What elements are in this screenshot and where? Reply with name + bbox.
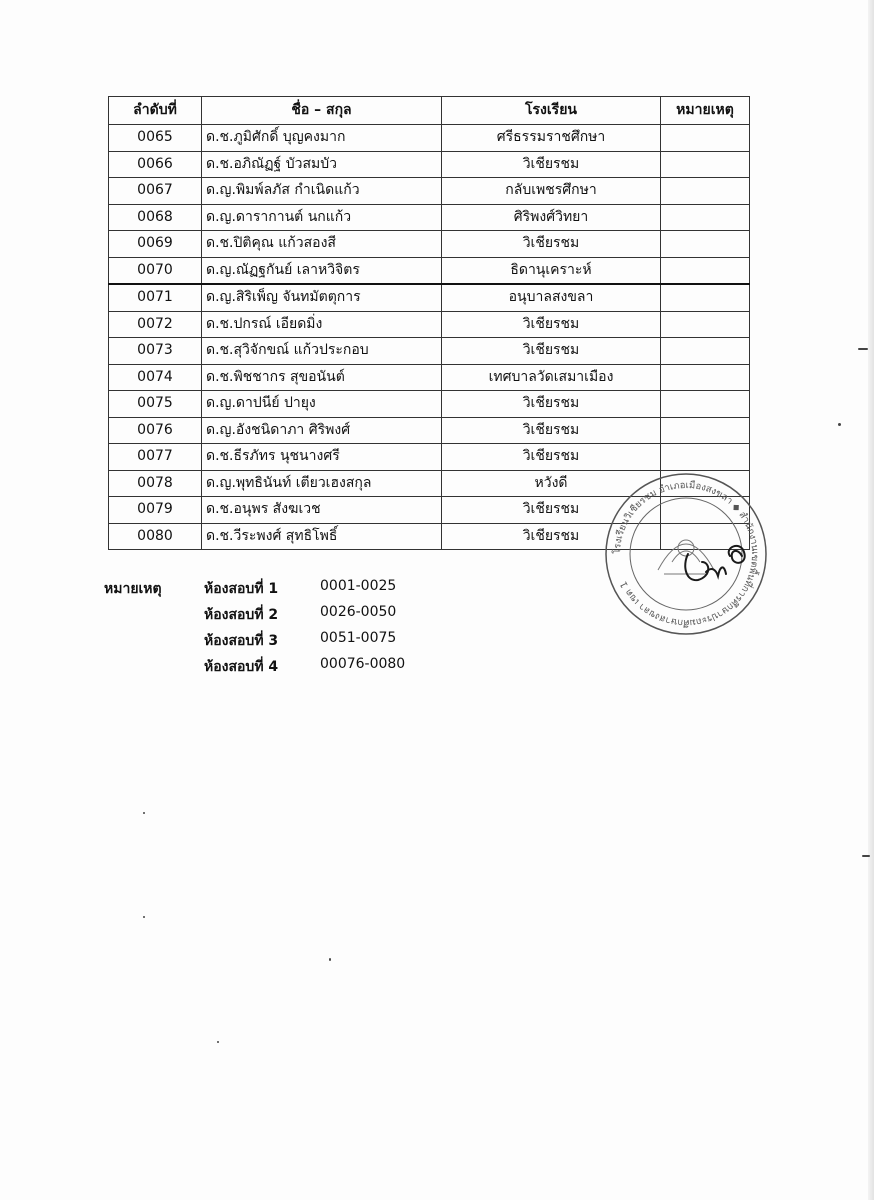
cell-name: ด.ญ.พุทธินันท์ เตียวเฮงสกุล [202, 470, 442, 497]
remarks-label: หมายเหตุ [104, 581, 162, 597]
table-row [109, 151, 750, 178]
exam-room-name: ห้องสอบที่ 4 [204, 659, 279, 675]
cell-seq: 0067 [109, 178, 202, 205]
table-row [109, 284, 750, 311]
exam-room-row [204, 604, 424, 628]
header-note: หมายเหตุ [661, 97, 750, 125]
cell-seq: 0066 [109, 151, 202, 178]
cell-school: วิเชียรชม [442, 338, 661, 365]
scan-speck [143, 812, 145, 814]
remarks-section [104, 578, 424, 678]
cell-seq: 0070 [109, 257, 202, 284]
seal-inner-ring [630, 498, 742, 610]
exam-room-row [204, 630, 424, 654]
cell-school: ธิดานุเคราะห์ [442, 257, 661, 284]
scan-speck [838, 423, 841, 426]
cell-seq: 0069 [109, 231, 202, 258]
exam-room-range: 0051-0075 [320, 630, 397, 646]
cell-name: ด.ช.สุวิจักขณ์ แก้วประกอบ [202, 338, 442, 365]
cell-seq: 0074 [109, 364, 202, 391]
table-row [109, 125, 750, 152]
cell-name: ด.ช.ปิติคุณ แก้วสองสี [202, 231, 442, 258]
exam-room-range: 00076-0080 [320, 656, 406, 672]
cell-note [661, 391, 750, 418]
cell-school: วิเชียรชม [442, 231, 661, 258]
signature [685, 546, 744, 580]
cell-note [661, 417, 750, 444]
cell-school: วิเชียรชม [442, 391, 661, 418]
cell-name: ด.ญ.อังชนิดาภา ศิริพงศ์ [202, 417, 442, 444]
table-header-row [109, 97, 750, 125]
cell-note [661, 284, 750, 311]
cell-seq: 0068 [109, 204, 202, 231]
cell-seq: 0079 [109, 497, 202, 524]
cell-name: ด.ญ.ณัฏฐกันย์ เลาหวิจิตร [202, 257, 442, 284]
scan-speck [862, 855, 870, 857]
cell-seq: 0076 [109, 417, 202, 444]
cell-school: วิเชียรชม [442, 311, 661, 338]
cell-school: ศรีธรรมราชศึกษา [442, 125, 661, 152]
exam-room-row [204, 578, 424, 602]
exam-room-name: ห้องสอบที่ 3 [204, 633, 279, 649]
cell-note [661, 151, 750, 178]
cell-school: อนุบาลสงขลา [442, 284, 661, 311]
table-row [109, 338, 750, 365]
cell-name: ด.ญ.ดาปนีย์ ปายุง [202, 391, 442, 418]
cell-name: ด.ช.ปกรณ์ เอียดมิ่ง [202, 311, 442, 338]
header-school: โรงเรียน [442, 97, 661, 125]
table-row [109, 417, 750, 444]
exam-room-row [204, 656, 424, 680]
cell-name: ด.ช.อภิณัฏฐ์ บัวสมบัว [202, 151, 442, 178]
school-seal [602, 470, 770, 638]
scan-speck [858, 348, 868, 350]
exam-room-name: ห้องสอบที่ 2 [204, 607, 279, 623]
cell-seq: 0077 [109, 444, 202, 471]
cell-note [661, 311, 750, 338]
cell-school: เทศบาลวัดเสมาเมือง [442, 364, 661, 391]
cell-name: ด.ช.พิชชากร สุขอนันต์ [202, 364, 442, 391]
cell-school: ศิริพงศ์วิทยา [442, 204, 661, 231]
cell-name: ด.ญ.ดารากานต์ นกแก้ว [202, 204, 442, 231]
table-row [109, 178, 750, 205]
cell-school: หวังดี [442, 470, 661, 497]
cell-name: ด.ช.ธีรภัทร นุชนางศรี [202, 444, 442, 471]
cell-seq: 0078 [109, 470, 202, 497]
cell-school: วิเชียรชม [442, 497, 661, 524]
table-row [109, 257, 750, 284]
table-row [109, 311, 750, 338]
cell-name: ด.ช.วีระพงศ์ สุทธิโพธิ์ [202, 523, 442, 550]
scan-speck [329, 958, 331, 961]
cell-seq: 0072 [109, 311, 202, 338]
cell-name: ด.ญ.สิริเพ็ญ จันทมัตตุการ [202, 284, 442, 311]
cell-note [661, 364, 750, 391]
table-row [109, 364, 750, 391]
cell-school: วิเชียรชม [442, 417, 661, 444]
scan-speck [143, 916, 145, 918]
cell-seq: 0065 [109, 125, 202, 152]
cell-note [661, 338, 750, 365]
table-row [109, 391, 750, 418]
cell-seq: 0071 [109, 284, 202, 311]
exam-room-range: 0026-0050 [320, 604, 397, 620]
table-row [109, 231, 750, 258]
cell-note [661, 125, 750, 152]
cell-note [661, 257, 750, 284]
cell-school: วิเชียรชม [442, 523, 661, 550]
cell-name: ด.ช.อนุพร สังฆเวช [202, 497, 442, 524]
seal-text-path: โรงเรียนวิเชียรชม อำเภอเมืองสงขลา ◆ สำนักงานเขตพื้นที่การศึกษาประถมศึกษาสงขลา เขต 1 [611, 479, 761, 629]
header-name: ชื่อ – สกุล [202, 97, 442, 125]
cell-seq: 0075 [109, 391, 202, 418]
table-row [109, 204, 750, 231]
cell-school: วิเชียรชม [442, 151, 661, 178]
cell-school: วิเชียรชม [442, 444, 661, 471]
cell-note [661, 444, 750, 471]
cell-seq: 0080 [109, 523, 202, 550]
exam-room-name: ห้องสอบที่ 1 [204, 581, 279, 597]
cell-note [661, 178, 750, 205]
exam-room-range: 0001-0025 [320, 578, 397, 594]
cell-note [661, 231, 750, 258]
cell-name: ด.ญ.พิมพ์ลภัส กำเนิดแก้ว [202, 178, 442, 205]
table-row [109, 444, 750, 471]
header-seq: ลำดับที่ [109, 97, 202, 125]
cell-seq: 0073 [109, 338, 202, 365]
scan-speck [217, 1041, 219, 1043]
scan-edge [868, 0, 874, 1200]
cell-school: กลับเพชรศึกษา [442, 178, 661, 205]
cell-name: ด.ช.ภูมิศักดิ์ บุญคงมาก [202, 125, 442, 152]
seal-text [611, 480, 760, 628]
cell-note [661, 204, 750, 231]
